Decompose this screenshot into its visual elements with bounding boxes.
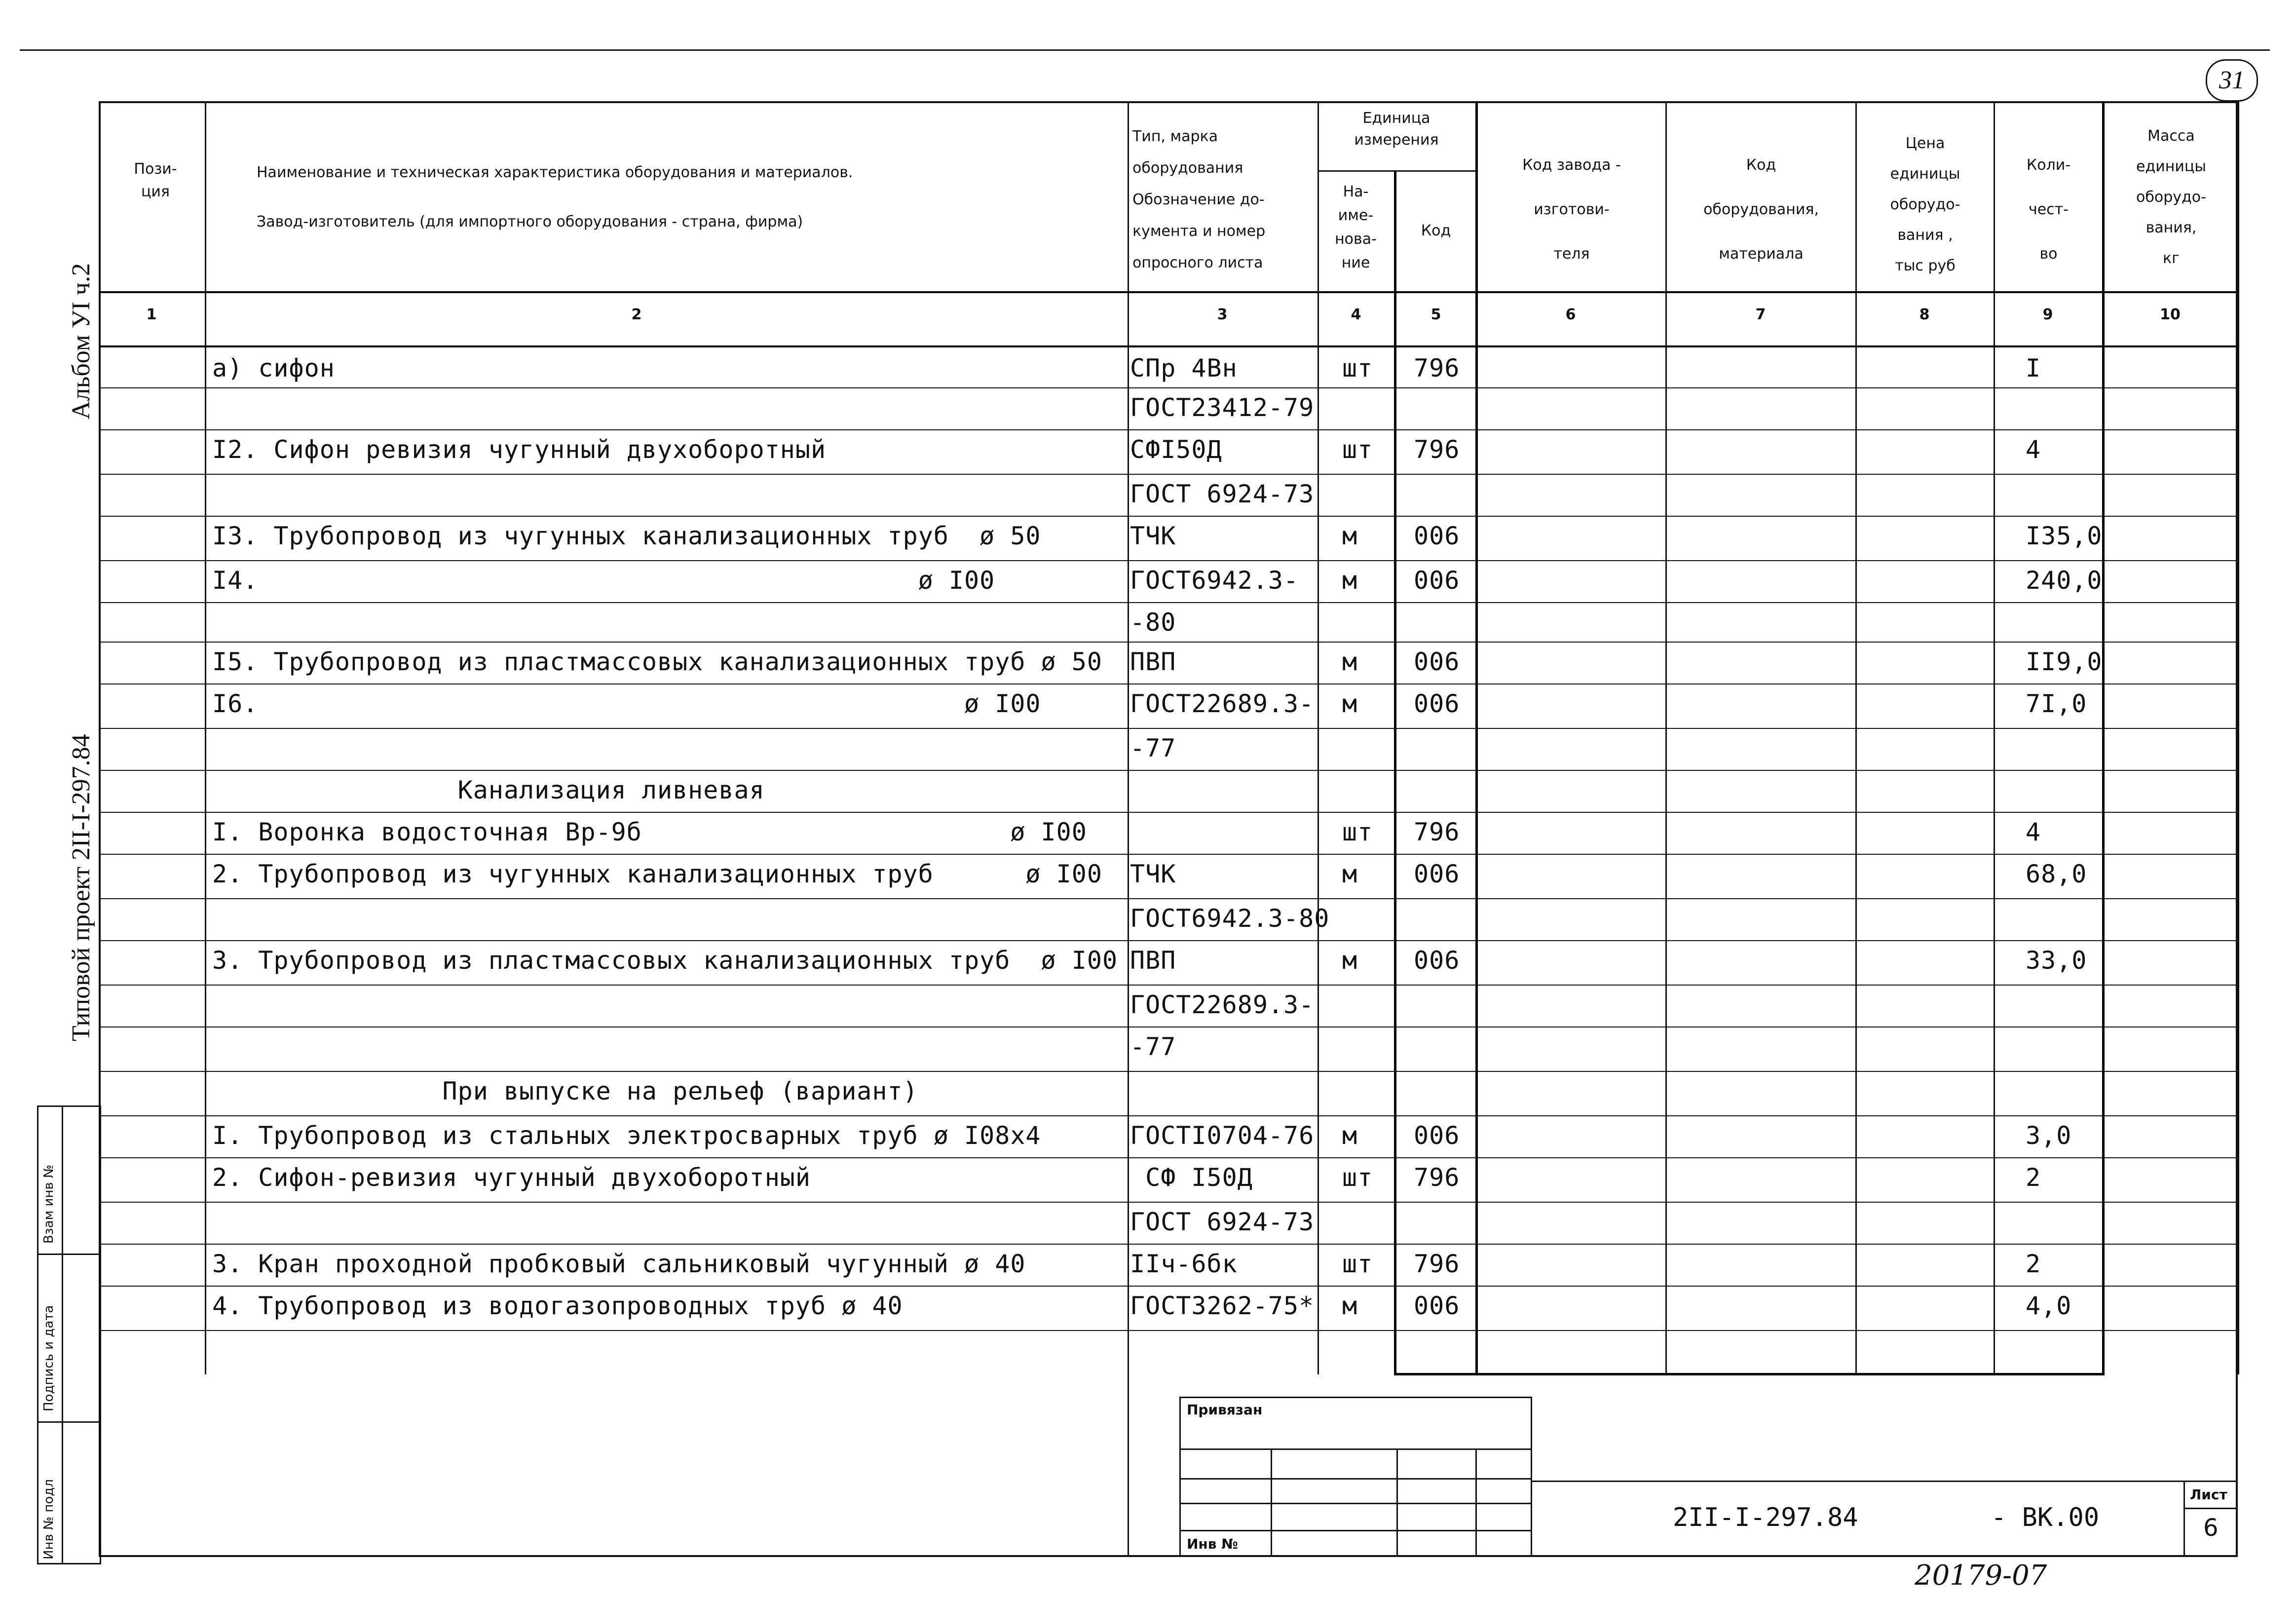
row-name: Канализация ливневая [212,776,765,804]
row-name: При выпуске на рельеф (вариант) [212,1077,918,1105]
row-separator [99,642,2238,643]
row-type: ГОСТ6942.3-80 [1130,904,1330,933]
row-type: IIч-6бк [1130,1250,1238,1278]
row-separator [99,1157,2238,1158]
hdr-col8: Цена единицы оборудо- вания , тыс руб [1890,135,1960,274]
privyazan-line4 [1179,1530,1532,1531]
row-separator [99,560,2238,561]
side-inv-label: Инв № подл [41,1479,56,1559]
row-name: I2. Сифон ревизия чугунный двухоборотный [212,435,827,464]
side-album-label: Альбом УI ч.2 [67,263,95,419]
hdr-col7: Код оборудования, материала [1703,156,1819,263]
hdr-col6: Код завода - изготови- теля [1522,156,1621,263]
row-type: ГОСТI0704-76 [1130,1121,1315,1150]
row-code: 006 [1414,522,1460,550]
list-box-left-line [2183,1481,2185,1557]
list-number: 6 [2203,1514,2219,1542]
row-unit: шт [1342,354,1373,382]
header-bottom-line [99,291,2238,293]
row-separator [99,516,2238,517]
col-number-10: 10 [2160,306,2181,323]
row-name: 2. Трубопровод из чугунных канализационных труб ø I00 [212,860,1102,888]
row-qty: 4,0 [2026,1292,2072,1320]
row-type: ГОСТ6942.3- [1130,566,1299,595]
row-separator [99,728,2238,729]
row-unit: шт [1342,1250,1373,1278]
row-qty: 7I,0 [2026,689,2087,718]
list-box-mid-line [2183,1508,2238,1509]
title-block-top-line [1532,1481,2238,1482]
hdr-col2: Наименование и техническая характеристика оборудования и материалов. Завод-изготовитель (для импортного оборудования - страна, фирма) [257,164,853,230]
row-name: I. Трубопровод из стальных электросварных труб ø I08х4 [212,1121,1041,1150]
privyazan-line3 [1179,1503,1532,1504]
side-stamp-divider [62,1105,63,1564]
row-qty: 33,0 [2026,946,2087,975]
row-code: 796 [1414,354,1460,382]
hdr-col3: Тип, марка оборудования Обозначение до- кумента и номер опросного листа [1132,128,1266,271]
privyazan-vline1 [1271,1448,1272,1557]
hdr-col10: Масса единицы оборудо- вания, кг [2136,127,2206,267]
row-separator [99,812,2238,813]
row-type: СФI50Д [1130,435,1222,464]
col-number-7: 7 [1755,306,1766,323]
row-type: -77 [1130,734,1176,762]
hdr-col4: На- име- нова- ние [1335,183,1377,271]
row-code: 006 [1414,566,1460,595]
row-separator [99,474,2238,475]
col-number-6: 6 [1565,306,1576,323]
row-qty: 4 [2026,818,2041,846]
row-unit: м [1342,1121,1358,1150]
row-qty: 2 [2026,1163,2041,1192]
sheet-code-text: - ВК.00 [1991,1503,2100,1532]
row-code: 796 [1414,435,1460,464]
hdr-col9: Коли- чест- во [2026,156,2071,263]
side-stamp-sep1 [37,1254,101,1255]
col-number-9: 9 [2042,306,2053,323]
row-code: 796 [1414,818,1460,846]
col-number-1: 1 [146,306,157,323]
privyazan-vline3 [1475,1448,1477,1557]
side-project-label: Типовой проект 2II-I-297.84 [67,734,95,1041]
row-separator [99,770,2238,771]
privyazan-line1 [1179,1448,1532,1450]
handwritten-archive-number: 20179-07 [1915,1559,2047,1592]
row-unit: м [1342,689,1358,718]
row-name: I. Воронка водосточная Вр-9б ø I00 [212,818,1087,846]
row-qty: 4 [2026,435,2041,464]
body-bottom-thick-line [1394,1373,2105,1375]
row-unit: шт [1342,1163,1373,1192]
row-code: 006 [1414,946,1460,975]
row-type: СФ I50Д [1130,1163,1253,1192]
row-name: I5. Трубопровод из пластмассовых канализационных труб ø 50 [212,647,1102,676]
row-unit: м [1342,1292,1358,1320]
row-unit: м [1342,522,1358,550]
row-separator [99,1330,2238,1331]
side-stamp-sep2 [37,1421,101,1423]
row-code: 006 [1414,647,1460,676]
row-type: -80 [1130,608,1176,637]
hdr-col5: Код [1421,222,1451,239]
row-type: ГОСТ22689.3- [1130,990,1315,1019]
row-separator [99,940,2238,941]
row-type: ПВП [1130,946,1176,975]
row-separator [99,985,2238,986]
inv-no-label: Инв № [1187,1536,1238,1552]
row-separator [99,854,2238,855]
hdr-col1: Пози- ция [134,160,177,200]
row-qty: 240,0 [2026,566,2103,595]
row-type: -77 [1130,1032,1176,1061]
row-name: 4. Трубопровод из водогазопроводных труб ø 40 [212,1292,903,1320]
col-number-8: 8 [1919,306,1930,323]
row-qty: I [2026,354,2041,382]
row-type: СПр 4Вн [1130,354,1238,382]
sheet-corner-number: 31 [2206,59,2258,102]
row-unit: шт [1342,435,1373,464]
col-number-4: 4 [1351,306,1361,323]
row-type: ГОСТ22689.3- [1130,689,1315,718]
row-name: 3. Трубопровод из пластмассовых канализационных труб ø I00 [212,946,1118,975]
row-separator [99,602,2238,603]
row-qty: 68,0 [2026,860,2087,888]
row-qty: 2 [2026,1250,2041,1278]
list-label: Лист [2190,1486,2227,1503]
row-separator [99,1202,2238,1203]
col-line-4 [1394,170,1396,1374]
row-separator [99,387,2238,388]
hdr-unit-group: Единица измерения [1354,110,1439,149]
col-line-10 [2238,101,2239,1374]
row-qty: I35,0 [2026,522,2103,550]
row-separator [99,1071,2238,1072]
row-unit: м [1342,946,1358,975]
row-separator [99,429,2238,430]
row-unit: м [1342,566,1358,595]
row-type: ПВП [1130,647,1176,676]
row-name: 3. Кран проходной пробковый сальниковый чугунный ø 40 [212,1250,1026,1278]
side-podpis-label: Подпись и дата [41,1305,56,1411]
row-separator [99,1115,2238,1116]
col-number-2: 2 [631,306,642,323]
row-code: 006 [1414,1292,1460,1320]
row-name: 2. Сифон-ревизия чугунный двухоборотный [212,1163,811,1192]
row-type: ГОСТ3262-75* [1130,1292,1315,1320]
row-unit: м [1342,860,1358,888]
privyazan-vline2 [1396,1448,1398,1557]
row-type: ТЧК [1130,860,1176,888]
unit-group-line [1317,170,1475,172]
privyazan-line2 [1179,1478,1532,1480]
row-separator [99,1286,2238,1287]
row-code: 006 [1414,860,1460,888]
row-code: 006 [1414,1121,1460,1150]
row-code: 796 [1414,1250,1460,1278]
number-row-bottom-line [99,345,2238,347]
row-type: ГОСТ 6924-73 [1130,480,1315,508]
row-unit: м [1342,647,1358,676]
row-unit: шт [1342,818,1373,846]
row-type: ГОСТ 6924-73 [1130,1208,1315,1236]
row-separator [99,1244,2238,1245]
col-number-5: 5 [1430,306,1441,323]
privyazan-box [1179,1397,1532,1557]
row-code: 796 [1414,1163,1460,1192]
row-code: 006 [1414,689,1460,718]
row-type: ТЧК [1130,522,1176,550]
doc-code-text: 2II-I-297.84 [1673,1503,1858,1532]
row-qty: 3,0 [2026,1121,2072,1150]
row-type: ГОСТ23412-79 [1130,393,1315,422]
col-number-3: 3 [1217,306,1228,323]
col-line-2 [1128,101,1129,1557]
row-name: I6. ø I00 [212,689,1041,718]
top-border-line [20,49,2270,51]
side-vzam-label: Взам инв № [41,1165,56,1244]
row-name: I4. ø I00 [212,566,995,595]
row-name: I3. Трубопровод из чугунных канализационных труб ø 50 [212,522,1041,550]
row-separator [99,898,2238,899]
privyazan-label: Привязан [1187,1402,1263,1418]
row-qty: II9,0 [2026,647,2103,676]
row-name: а) сифон [212,354,335,382]
